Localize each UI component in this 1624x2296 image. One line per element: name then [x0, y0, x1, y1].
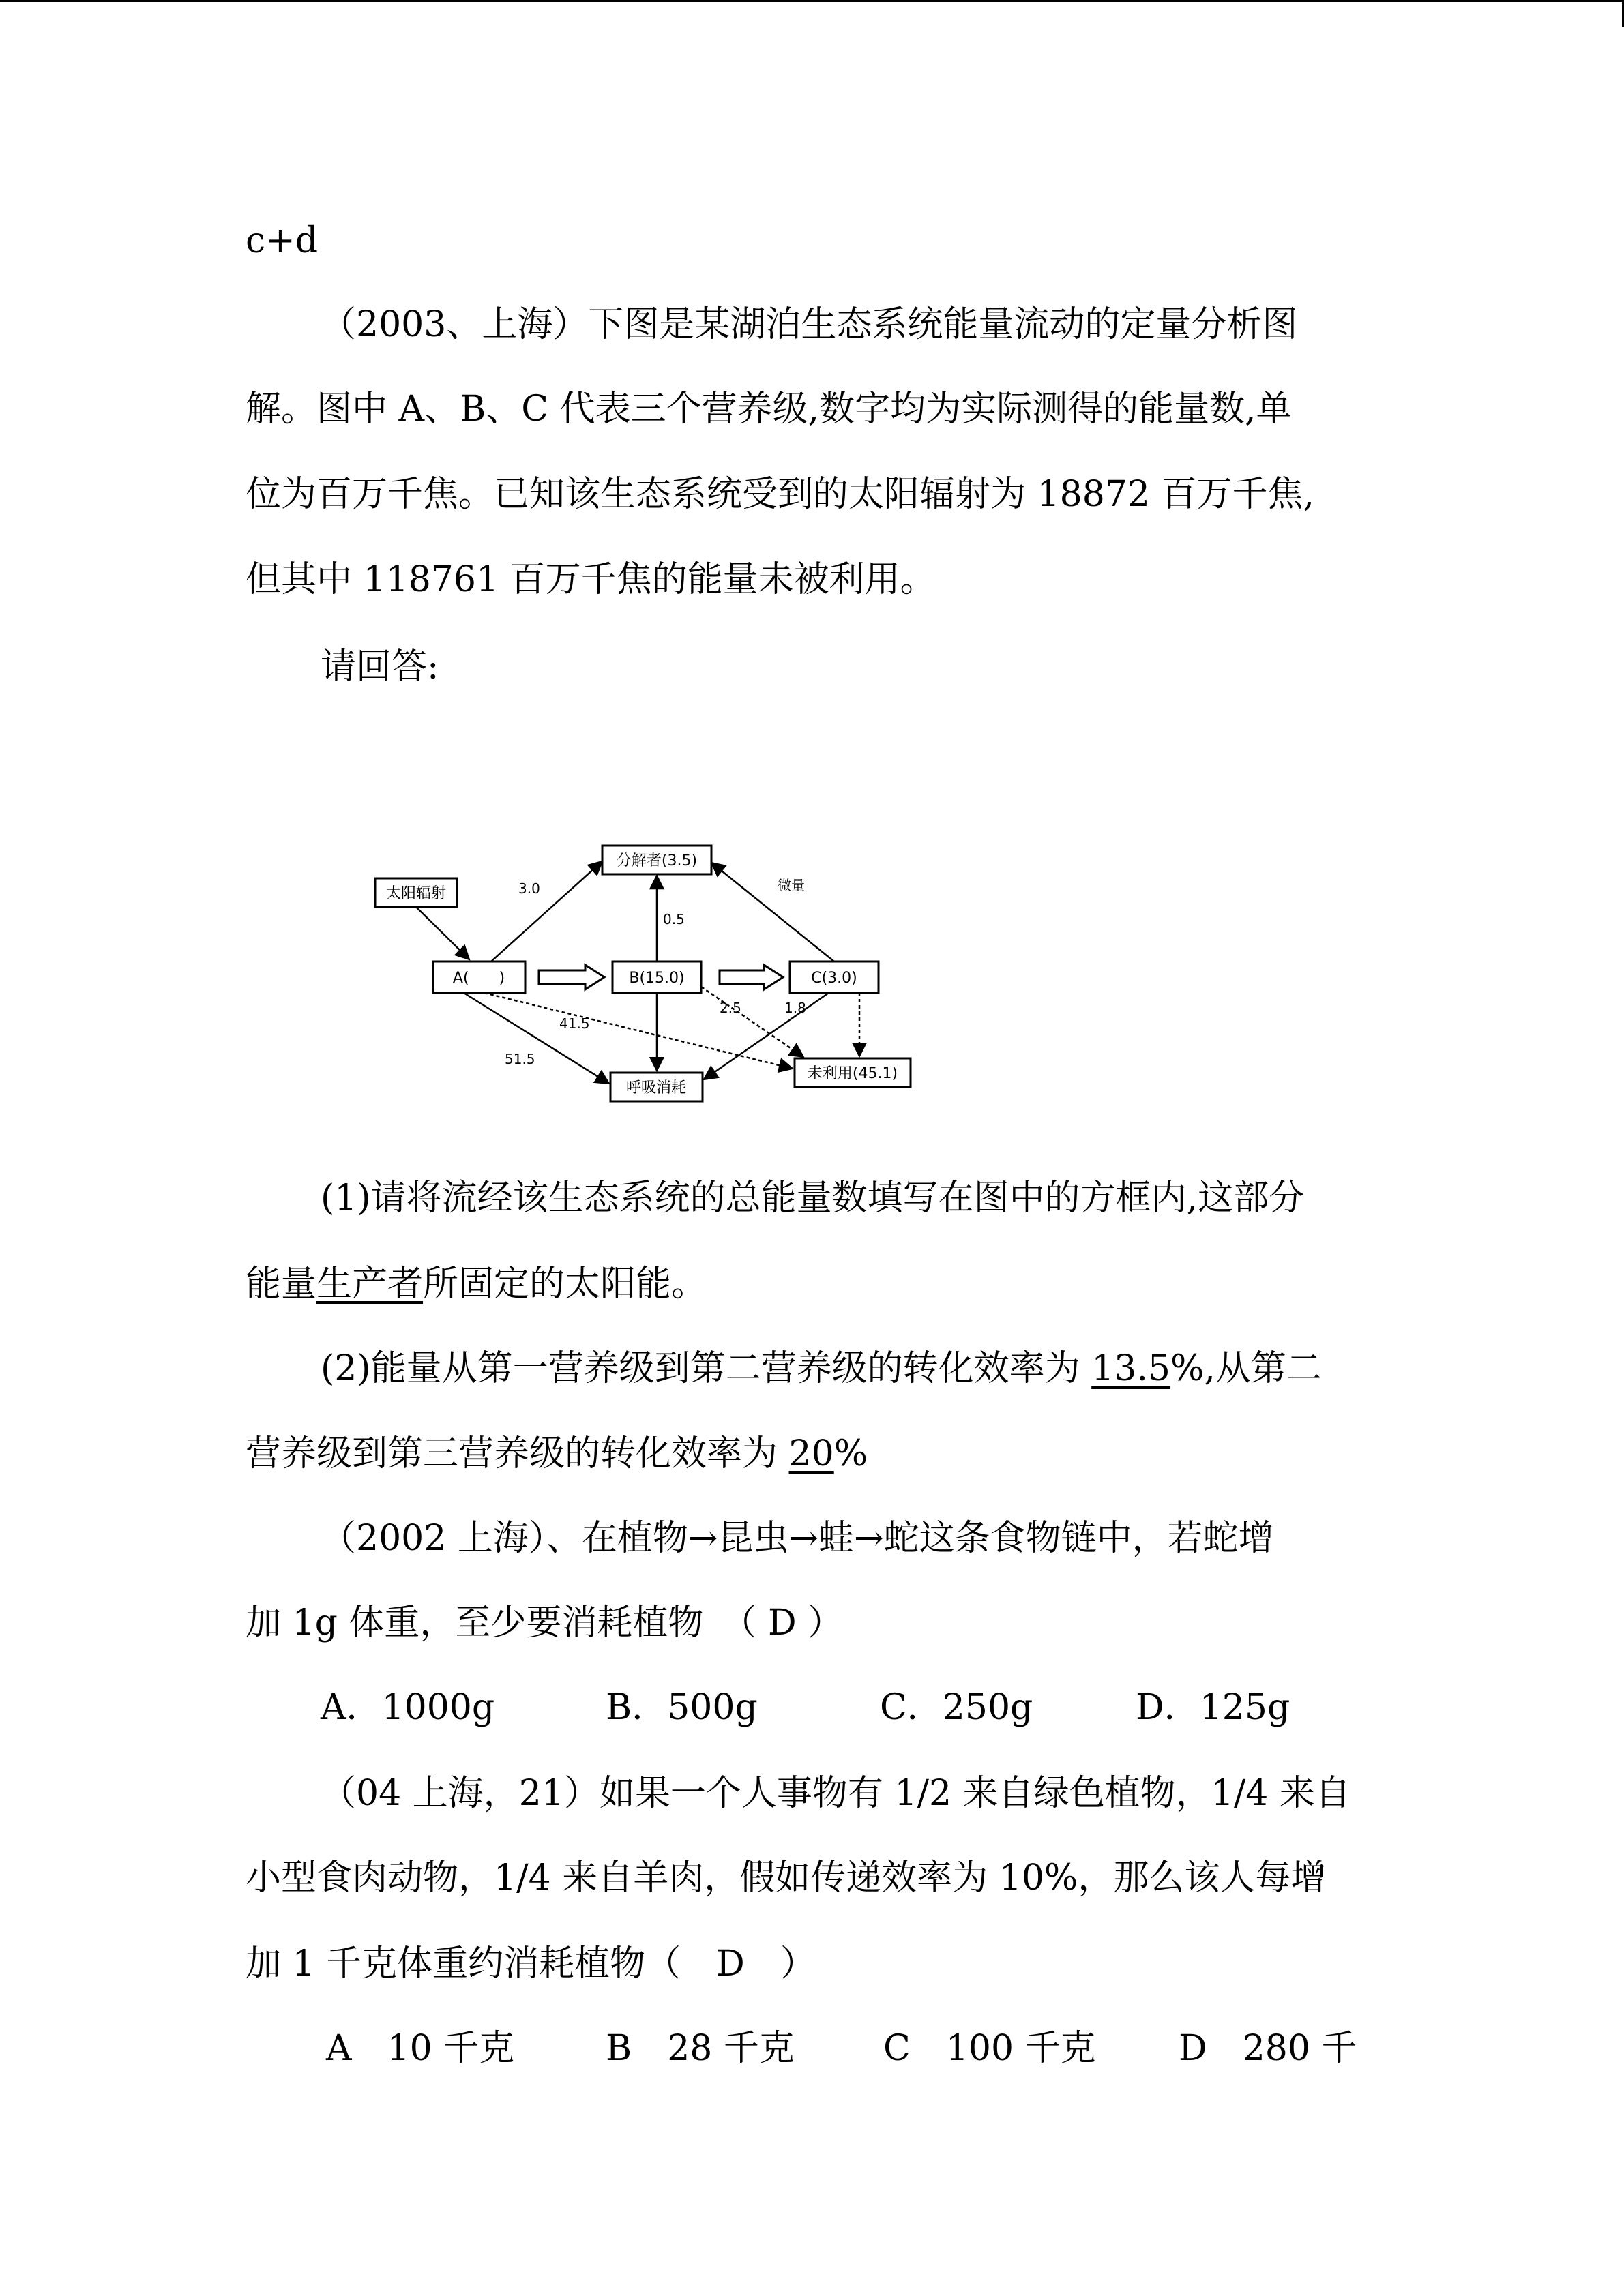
sun-label: 太阳辐射	[385, 885, 447, 902]
value-a-to-unused: 41.5	[559, 1015, 590, 1032]
text-line-4: 位为百万千焦。已知该生态系统受到的太阳辐射为 18872 百万千焦,	[246, 474, 1315, 515]
value-b-to-unused: 2.5	[720, 1000, 741, 1016]
value-c-to-decomposer: 微量	[778, 877, 805, 893]
value-a-to-respiration: 51.5	[505, 1051, 535, 1067]
text-fragment: 营养级到第三营养级的转化效率为	[246, 1433, 789, 1474]
answer-producer: 生产者	[316, 1264, 424, 1304]
question-04-cont-2: 加 1 千克体重约消耗植物（ D ）	[246, 1943, 816, 1984]
question-2002-intro: （2002 上海）、在植物→昆虫→蛙→蛇这条食物链中，若蛇增	[321, 1518, 1274, 1559]
text-fragment: (2)能量从第一营养级到第二营养级的转化效率为	[321, 1348, 1092, 1389]
option-q1-c: C．250g	[880, 1687, 1033, 1728]
text-fragment: %	[833, 1433, 868, 1474]
value-b-to-decomposer: 0.5	[663, 911, 685, 927]
question-04-cont: 小型食肉动物，1/4 来自羊肉，假如传递效率为 10%，那么该人每增	[246, 1858, 1327, 1898]
arrow-a-to-decomposer	[491, 861, 602, 961]
subquestion-1: (1)请将流经该生态系统的总能量数填写在图中的方框内,这部分	[321, 1178, 1305, 1219]
arrow-c-to-decomposer	[711, 863, 834, 961]
text-line-5: 但其中 118761 百万千焦的能量未被利用。	[246, 559, 936, 600]
consumer-c-label: C(3.0)	[811, 970, 857, 987]
page-top-border	[0, 0, 1624, 2]
prompt-answer: 请回答:	[321, 646, 439, 687]
option-q1-a: A．1000g	[321, 1687, 495, 1728]
subquestion-2	[321, 1345, 1322, 1392]
value-c-to-unused: 1.8	[784, 1000, 806, 1016]
consumer-b-label: B(15.0)	[629, 970, 685, 987]
option-q1-b: B．500g	[606, 1687, 758, 1728]
flow-arrow-a-to-b	[539, 965, 604, 989]
arrow-a-to-respiration	[464, 993, 609, 1084]
option-q2-d: D 280 千	[1179, 2028, 1357, 2069]
answer-efficiency-1: 13.5	[1091, 1348, 1170, 1389]
value-a-to-decomposer: 3.0	[518, 880, 540, 897]
option-q2-a: A 10 千克	[326, 2028, 515, 2069]
text-fragment: 所固定的太阳能。	[423, 1264, 707, 1304]
question-04-intro: （04 上海，21）如果一个人事物有 1/2 来自绿色植物，1/4 来自	[321, 1773, 1350, 1814]
unused-label: 未利用(45.1)	[807, 1065, 898, 1082]
option-q1-d: D．125g	[1136, 1687, 1290, 1728]
option-q2-b: B 28 千克	[606, 2028, 795, 2069]
question-2002-cont: 加 1g 体重，至少要消耗植物 （ D ）	[246, 1602, 844, 1643]
option-q2-c: C 100 千克	[883, 2028, 1096, 2069]
arrow-sun-to-a	[416, 907, 469, 959]
text-fragment: %,从第二	[1170, 1348, 1322, 1389]
text-fragment: 能量	[246, 1264, 317, 1304]
decomposer-label: 分解者(3.5)	[616, 852, 698, 869]
text-line-1: c+d	[246, 220, 318, 261]
energy-flow-diagram	[334, 808, 934, 1149]
answer-efficiency-2: 20	[788, 1433, 834, 1474]
producer-a-label: A( )	[452, 970, 505, 987]
respiration-label: 呼吸消耗	[625, 1079, 687, 1097]
text-line-3: 解。图中 A、B、C 代表三个营养级,数字均为实际测得的能量数,单	[246, 389, 1292, 430]
flow-arrow-b-to-c	[720, 965, 783, 989]
subquestion-2-cont	[246, 1430, 868, 1478]
question-2003-intro: （2003、上海）下图是某湖泊生态系统能量流动的定量分析图	[321, 304, 1298, 345]
subquestion-1-cont	[246, 1260, 707, 1308]
